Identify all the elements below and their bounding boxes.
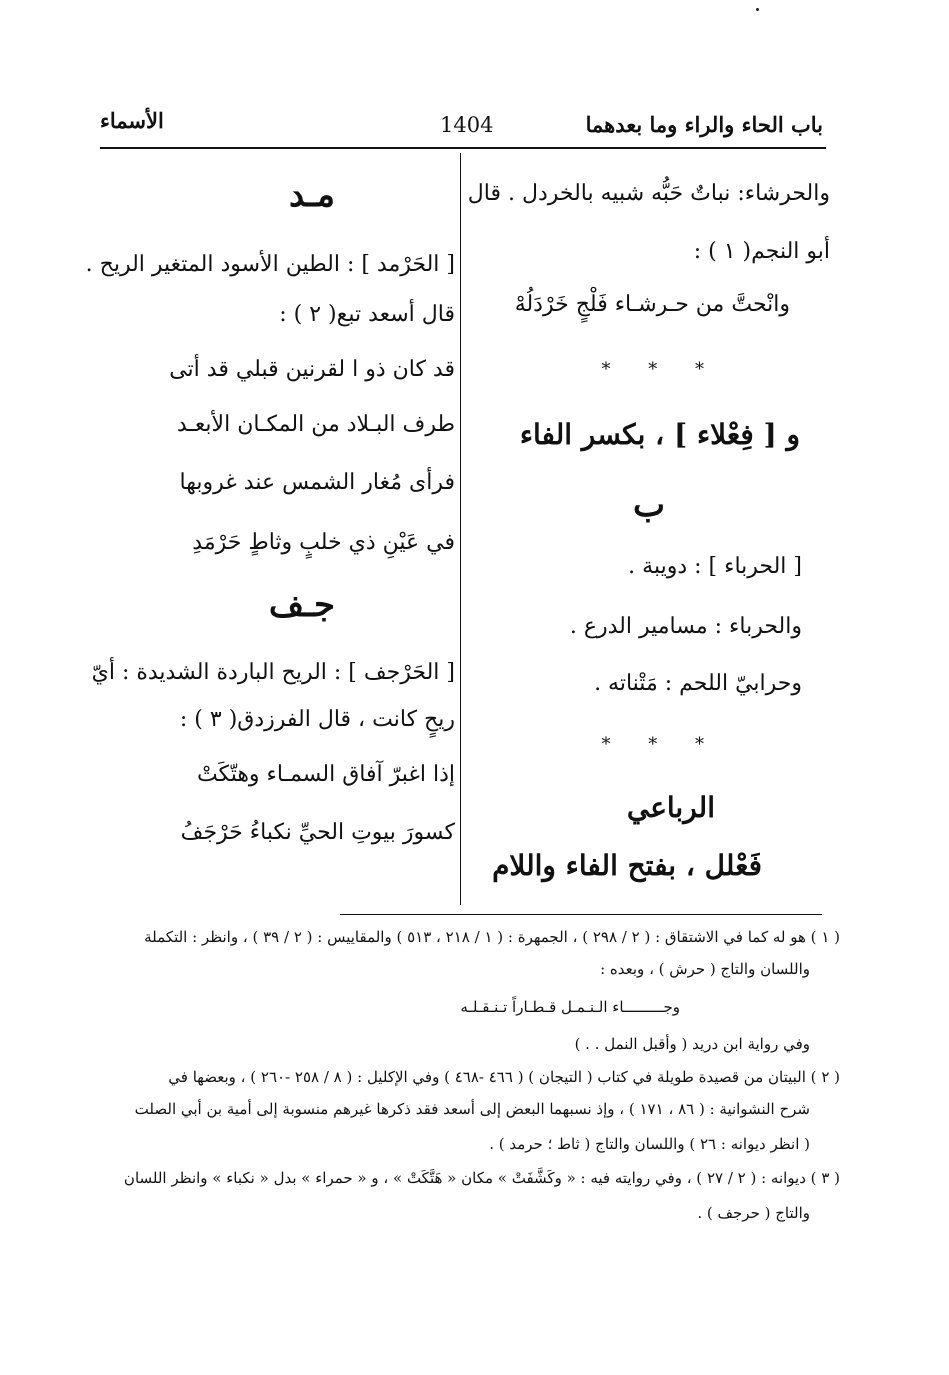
pattern-heading: و [ فِعْلاء ] ، بكسر الفاء — [519, 418, 800, 451]
footnote-line: وفي رواية ابن دريد ( وأقبل النمل . . ) — [574, 1035, 810, 1053]
footnote-verse: وجـــــــــاء الـنـمـل قـطـاراً تـنـقـلـه — [460, 998, 680, 1016]
entry-line: والحرباء : مسامير الدرع . — [569, 614, 802, 639]
root-heading: جـف — [268, 585, 335, 625]
verse-line: في عَيْنِ ذي خلبٍ وثاطٍ حَرْمَدِ — [192, 530, 455, 555]
verse-line: إذا اغبرّ آفاق السمـاء وهتّكَتْ — [196, 762, 455, 787]
verse-line: كسورَ بيوتِ الحيِّ نكباءُ حَرْجَفُ — [180, 820, 455, 845]
root-heading: مـد — [288, 175, 335, 215]
entry-line: قال أسعد تبع( ٢ ) : — [279, 302, 455, 327]
verse-line: وانْحتَّ من حـرشـاء فَلْجٍ خَرْدَلُهْ — [514, 292, 790, 317]
section-separator: * * * — [601, 734, 720, 755]
entry-line: [ الحرباء ] : دويبة . — [628, 554, 802, 579]
section-separator: * * * — [601, 359, 720, 380]
section-title: الأسماء — [100, 108, 164, 133]
footnote-line: والتاج ( حرجف ) . — [697, 1204, 810, 1222]
entry-line: والحرشاء: نباتٌ حَبُّه شبيه بالخردل . قال — [467, 181, 830, 206]
verse-line: طرف البـلاد من المكـان الأبعـد — [176, 412, 455, 437]
page-number: 1404 — [440, 113, 494, 137]
verse-line: فرأى مُغار الشمس عند غروبها — [179, 470, 455, 495]
entry-line: [ الحَرْمد ] : الطين الأسود المتغير الريح . — [85, 252, 455, 277]
footnote-line: واللسان والتاج ( حرش ) ، وبعده : — [600, 960, 810, 978]
scan-speck — [756, 8, 759, 11]
section-heading: الرباعي — [626, 791, 715, 824]
entry-line: أبو النجم( ١ ) : — [693, 239, 830, 264]
chapter-title: باب الحاء والراء وما بعدهما — [585, 112, 823, 137]
pattern-heading: فَعْلل ، بفتح الفاء واللام — [492, 849, 762, 882]
footnote-line: شرح النشوانية : ( ٨٦ ، ١٧١ ) ، وإذ نسبهما البعض إلى أسعد فقد ذكرها غيرهم منسوبة إلى أمية بن أبي الصلت — [134, 1100, 810, 1118]
entry-line: ريحٍ كانت ، قال الفرزدق( ٣ ) : — [179, 707, 455, 732]
footnote-line: ( انظر ديوانه : ٢٦ ) واللسان والتاج ( ثاط ؛ حرمد ) . — [489, 1135, 810, 1153]
entry-line: [ الحَرْجف ] : الريح الباردة الشديدة : أيّ — [91, 660, 455, 685]
footnote-rule — [340, 914, 822, 915]
footnote-line: ( ٢ ) البيتان من قصيدة طويلة في كتاب ( التيجان ) ( ٤٦٦ -٤٦٨ ) وفي الإكليل : ( ٨ / ٢٥٨ -٢٦٠ ) ، وبعضها في — [168, 1068, 840, 1086]
header-rule — [100, 147, 826, 149]
entry-line: وحرابيّ اللحم : مَتْناته . — [594, 671, 802, 696]
root-heading: ب — [632, 485, 665, 525]
footnote-line: ( ١ ) هو له كما في الاشتقاق : ( ٢ / ٢٩٨ ) ، الجمهرة : ( ١ / ٢١٨ ، ٥١٣ ) والمقاييس : ( ٢ / ٣٩ ) ، وانظر : التكملة — [144, 928, 840, 946]
footnote-line: ( ٣ ) ديوانه : ( ٢ / ٢٧ ) ، وفي روايته فيه : « وكَشَّفَتْ » مكان « هَتَّكَتْ » ، و « حمراء » بدل « نكباء » وانظر اللسان — [123, 1169, 840, 1187]
verse-line: قد كان ذو ا لقرنين قبلي قد أتى — [169, 357, 455, 382]
column-divider — [460, 153, 461, 905]
